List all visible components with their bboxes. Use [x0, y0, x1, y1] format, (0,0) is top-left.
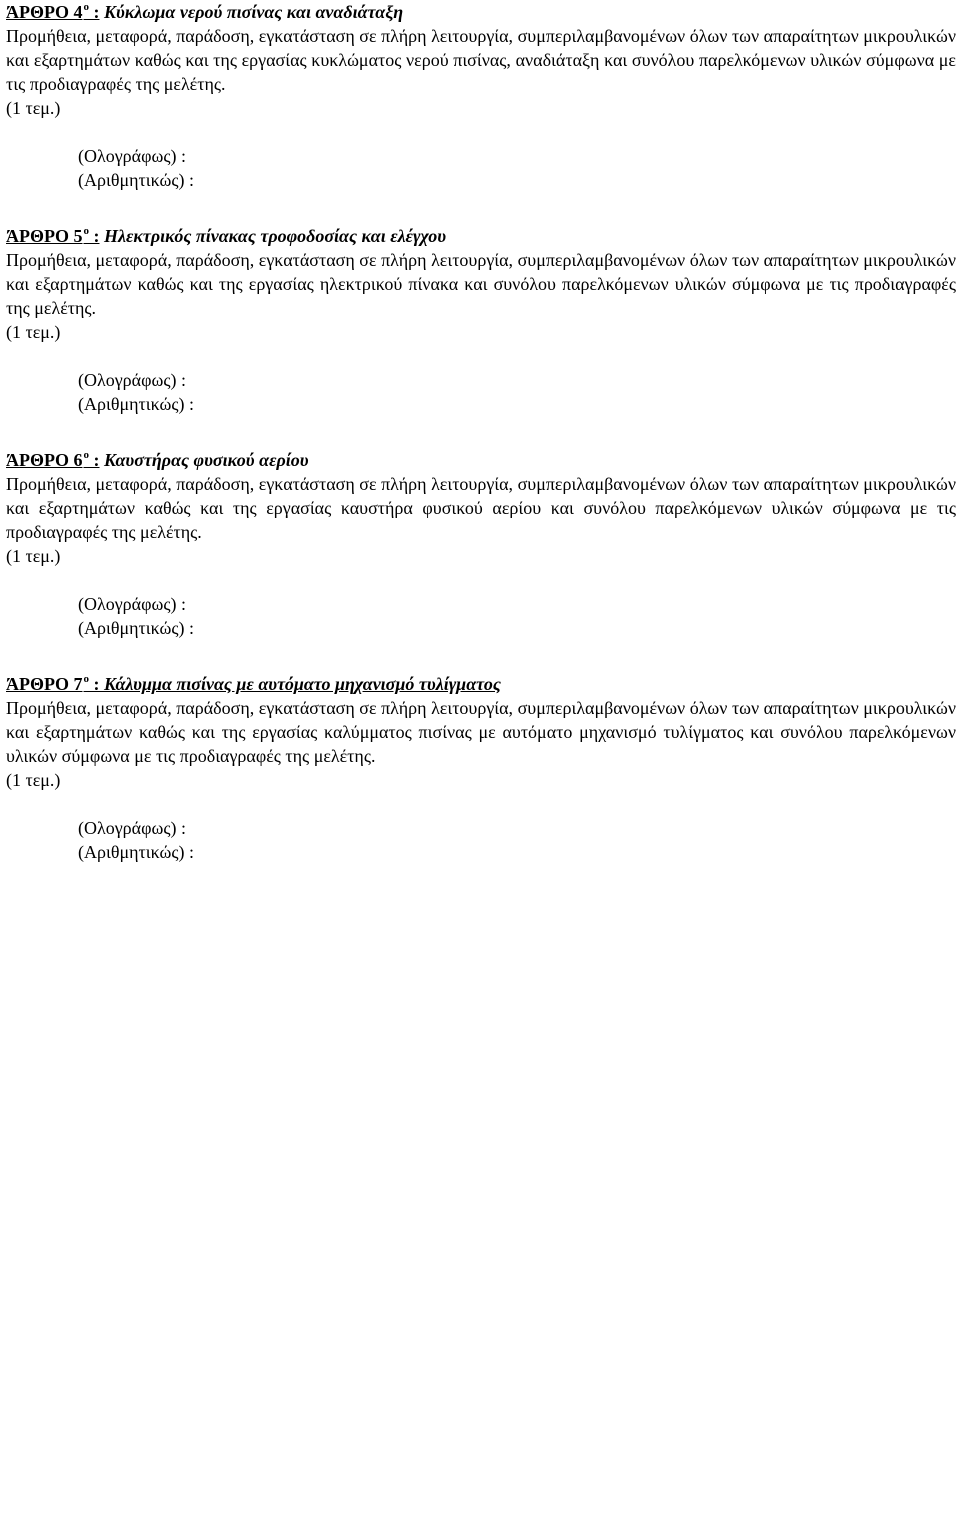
article-heading-underlined [6, 450, 100, 470]
article-4 [6, 0, 956, 192]
article-colon: : [93, 674, 100, 694]
article-body: Προμήθεια, μεταφορά, παράδοση, εγκατάσταση σε πλήρη λειτουργία, συμπεριλαμβανομένων όλων των απαραίτητων μικρουλικών και εξαρτημάτων καθώς και της εργασίας καυστήρα φυσικού αερίου και συνόλου παρελκόμενων υλικών σύμφωνα με τις προδιαγραφές της μελέτης. [6, 474, 956, 542]
price-fields [78, 144, 956, 192]
article-word: ΆΡΘΡΟ [6, 450, 69, 470]
article-word: ΆΡΘΡΟ [6, 674, 69, 694]
article-title [6, 672, 956, 696]
article-title [6, 0, 956, 24]
article-heading-underlined [6, 2, 100, 22]
article-title-text: Κάλυμμα πισίνας με αυτόματο μηχανισμό τυλίγματος [104, 674, 501, 694]
article-body: Προμήθεια, μεταφορά, παράδοση, εγκατάσταση σε πλήρη λειτουργία, συμπεριλαμβανομένων όλων των απαραίτητων μικρουλικών και εξαρτημάτων καθώς και της εργασίας κυκλώματος νερού πισίνας, αναδιάταξη και συνόλου παρελκόμενων υλικών σύμφωνα με τις προδιαγραφές της μελέτης. [6, 26, 956, 94]
article-title [6, 224, 956, 248]
article-ordinal: ο [83, 449, 89, 461]
price-fields [78, 368, 956, 416]
price-in-numbers-label: (Αριθμητικώς) : [78, 170, 194, 190]
price-in-numbers-label: (Αριθμητικώς) : [78, 394, 194, 414]
article-quantity: (1 τεμ.) [6, 770, 61, 790]
article-word: ΆΡΘΡΟ [6, 2, 69, 22]
article-heading-underlined [6, 226, 100, 246]
price-fields [78, 592, 956, 640]
article-word: ΆΡΘΡΟ [6, 226, 69, 246]
article-colon: : [93, 2, 100, 22]
article-colon: : [93, 226, 100, 246]
article-number: 6 [73, 450, 83, 470]
price-in-words-label: (Ολογράφως) : [78, 594, 186, 614]
price-in-words-label: (Ολογράφως) : [78, 818, 186, 838]
article-quantity: (1 τεμ.) [6, 546, 61, 566]
article-quantity: (1 τεμ.) [6, 98, 61, 118]
price-fields [78, 816, 956, 864]
price-in-numbers-label: (Αριθμητικώς) : [78, 618, 194, 638]
article-7 [6, 672, 956, 864]
article-ordinal: ο [83, 673, 89, 685]
article-5 [6, 224, 956, 416]
article-heading-underlined [6, 674, 501, 694]
article-quantity: (1 τεμ.) [6, 322, 61, 342]
article-body: Προμήθεια, μεταφορά, παράδοση, εγκατάσταση σε πλήρη λειτουργία, συμπεριλαμβανομένων όλων των απαραίτητων μικρουλικών και εξαρτημάτων καθώς και της εργασίας ηλεκτρικού πίνακα και συνόλου παρελκόμενων υλικών σύμφωνα με τις προδιαγραφές της μελέτης. [6, 250, 956, 318]
article-title-text: Καυστήρας φυσικού αερίου [104, 450, 309, 470]
article-number: 4 [73, 2, 83, 22]
article-title [6, 448, 956, 472]
article-title-text: Κύκλωμα νερού πισίνας και αναδιάταξη [104, 2, 404, 22]
article-number: 5 [73, 226, 83, 246]
article-title-text: Ηλεκτρικός πίνακας τροφοδοσίας και ελέγχου [104, 226, 447, 246]
spacer [6, 640, 956, 672]
price-in-numbers-label: (Αριθμητικώς) : [78, 842, 194, 862]
article-colon: : [93, 450, 100, 470]
article-body: Προμήθεια, μεταφορά, παράδοση, εγκατάσταση σε πλήρη λειτουργία, συμπεριλαμβανομένων όλων των απαραίτητων μικρουλικών και εξαρτημάτων καθώς και της εργασίας καλύμματος πισίνας με αυτόματο μηχανισμό τυλίγματος και συνόλου παρελκόμενων υλικών σύμφωνα με τις προδιαγραφές της μελέτης. [6, 698, 956, 766]
price-in-words-label: (Ολογράφως) : [78, 146, 186, 166]
article-ordinal: ο [83, 225, 89, 237]
spacer [6, 192, 956, 224]
article-number: 7 [73, 674, 83, 694]
price-in-words-label: (Ολογράφως) : [78, 370, 186, 390]
spacer [6, 416, 956, 448]
article-6 [6, 448, 956, 640]
document-page [6, 0, 956, 864]
article-ordinal: ο [83, 1, 89, 13]
